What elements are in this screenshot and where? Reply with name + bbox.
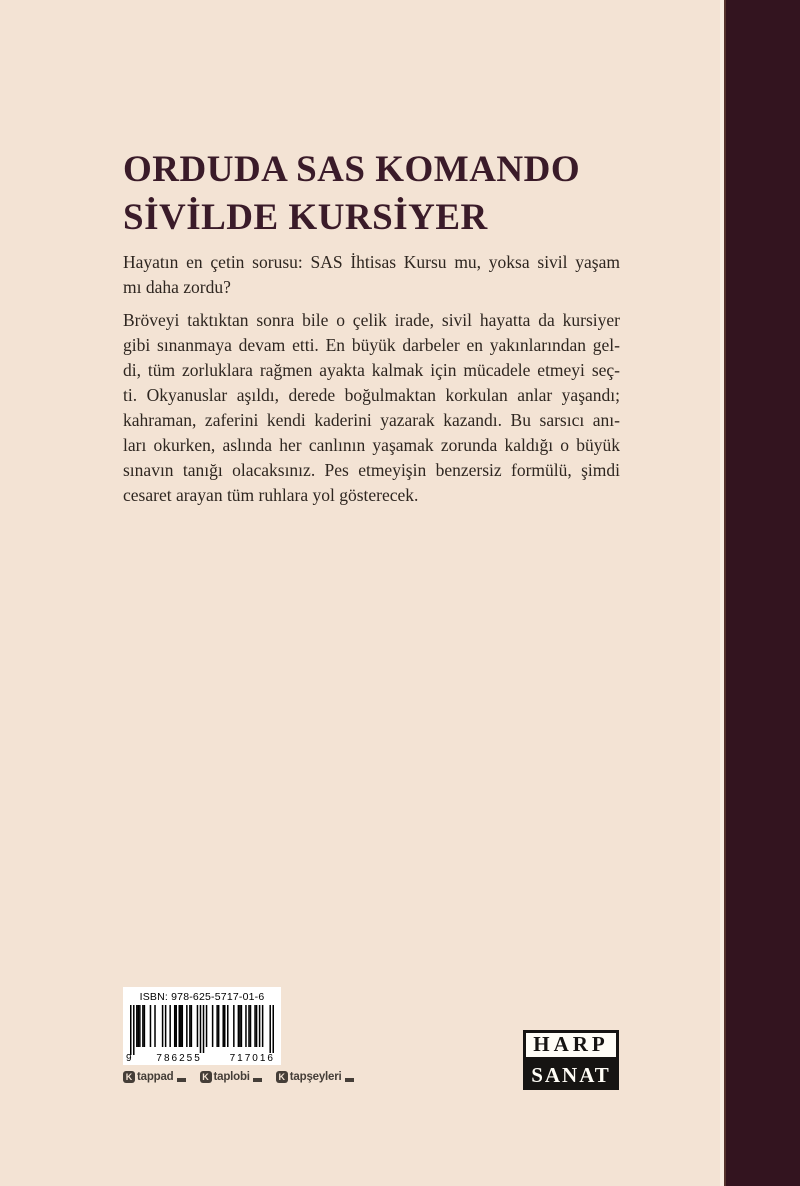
kitaplobi-suffix-mark (253, 1078, 262, 1082)
synopsis-paragraph (123, 308, 620, 508)
kitapseyleri-k-icon: K (276, 1071, 288, 1083)
spine-band (724, 0, 800, 1186)
synopsis-line: sınavın tanığı olacaksınız. Pes etmeyişin benzersiz formülü, şimdi (123, 460, 620, 480)
kitaplobi-wordmark: taplobi (213, 1071, 250, 1083)
barcode-digits-right: 717016 (227, 1053, 278, 1064)
kitappad-suffix-mark (177, 1078, 186, 1082)
harp-sanat-logo-top: HARP (523, 1030, 619, 1060)
tagline (123, 250, 620, 300)
kitapseyleri-wordmark: tapşeyleri (289, 1071, 342, 1083)
barcode-bars (130, 1005, 274, 1055)
harp-sanat-logo-bottom: SANAT (523, 1060, 619, 1090)
kitappad-wordmark: tappad (137, 1071, 174, 1083)
synopsis-line: cesaret arayan tüm ruhlara yol gösterecek. (123, 485, 419, 505)
publisher-logo-kitapseyleri (276, 1071, 354, 1083)
synopsis-line: Bröveyi taktıktan sonra bile o çelik irade, sivil hayatta da kursiyer (123, 310, 620, 330)
synopsis-line: gibi sınanmaya devam etti. En büyük darbeler en yakınlarından gel- (123, 335, 620, 355)
synopsis-line: di, tüm zorluklara rağmen ayakta kalmak için mücadele etmeyi seç- (123, 360, 620, 380)
kitapseyleri-suffix-mark (345, 1078, 354, 1082)
distributor-logos (123, 1071, 354, 1083)
synopsis-line: ları okurken, aslında her canlının yaşamak zorunda kaldığı o büyük (123, 435, 620, 455)
harp-sanat-publisher-logo (523, 1030, 619, 1090)
isbn-barcode (123, 987, 281, 1065)
kitappad-k-icon: K (123, 1071, 135, 1083)
kitaplobi-k-icon: K (200, 1071, 212, 1083)
book-title-line-2: SİVİLDE KURSİYER (123, 197, 488, 238)
book-title (123, 146, 633, 242)
barcode-digit-first: 9 (126, 1053, 132, 1064)
tagline-line: mı daha zordu? (123, 277, 231, 297)
book-title-line-1: ORDUDA SAS KOMANDO (123, 149, 581, 190)
synopsis-line: kahraman, zaferini kendi kaderini yazarak kazandı. Bu sarsıcı anı- (123, 410, 620, 430)
barcode-digits-left: 786255 (153, 1053, 204, 1064)
publisher-logo-kitaplobi (200, 1071, 262, 1083)
synopsis-line: ti. Okyanuslar aşıldı, derede boğulmaktan korkulan anlar yaşandı; (123, 385, 620, 405)
barcode-digits (126, 1053, 278, 1064)
isbn-number: ISBN: 978-625-5717-01-6 (139, 991, 265, 1003)
tagline-line: Hayatın en çetin sorusu: SAS İhtisas Kursu mu, yoksa sivil yaşam (123, 252, 620, 272)
publisher-logo-kitappad (123, 1071, 186, 1083)
